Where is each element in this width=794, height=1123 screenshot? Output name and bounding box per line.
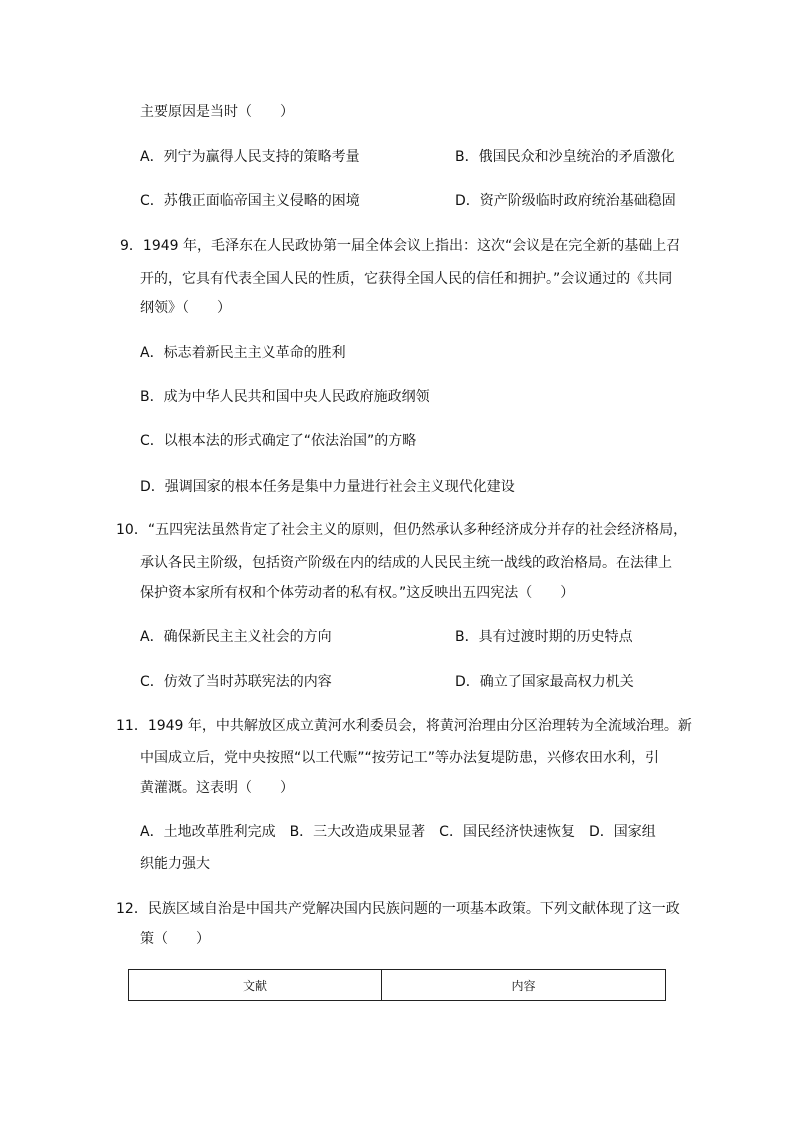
q10-stem-line1: 10．“五四宪法虽然肯定了社会主义的原则，但仍然承认多种经济成分并存的社会经济格局， (116, 522, 688, 538)
q12-stem-line1: 12．民族区域自治是中国共产党解决国内民族问题的一项基本政策。下列文献体现了这一政 (116, 901, 680, 917)
q8-stem-tail: 主要原因是当时（ ） (140, 104, 294, 120)
q8-option-b[interactable]: B．俄国民众和沙皇统治的矛盾激化 (455, 149, 675, 165)
q10-option-d[interactable]: D．确立了国家最高权力机关 (455, 674, 634, 690)
table-header-row (129, 970, 666, 1001)
q11-stem-line3: 黄灌溉。这表明（ ） (140, 780, 294, 796)
q9-stem-line3: 纲领》（ ） (140, 300, 231, 316)
q11-options-line1[interactable]: A．土地改革胜利完成 B．三大改造成果显著 C．国民经济快速恢复 D．国家组 (140, 824, 656, 840)
table-header-document: 文献 (129, 970, 382, 1001)
q9-stem-line2: 开的，它具有代表全国人民的性质，它获得全国人民的信任和拥护。”会议通过的《共同 (140, 271, 673, 287)
q8-option-d[interactable]: D．资产阶级临时政府统治基础稳固 (455, 193, 676, 209)
q11-options-line2[interactable]: 织能力强大 (140, 856, 210, 872)
q10-option-a[interactable]: A．确保新民主主义社会的方向 (140, 629, 332, 645)
q9-option-b[interactable]: B．成为中华人民共和国中央人民政府施政纲领 (140, 389, 430, 405)
q10-option-c[interactable]: C．仿效了当时苏联宪法的内容 (140, 674, 332, 690)
q10-stem-line3: 保护资本家所有权和个体劳动者的私有权。”这反映出五四宪法（ ） (140, 585, 575, 601)
table-header-content: 内容 (382, 970, 666, 1001)
q11-stem-line1: 11．1949 年，中共解放区成立黄河水利委员会，将黄河治理由分区治理转为全流域治理。新 (116, 718, 692, 734)
q11-stem-line2: 中国成立后，党中央按照“以工代赈”“按劳记工”等办法复堤防患，兴修农田水利，引 (140, 750, 660, 766)
q9-option-d[interactable]: D．强调国家的根本任务是集中力量进行社会主义现代化建设 (140, 479, 515, 495)
q8-option-c[interactable]: C．苏俄正面临帝国主义侵略的困境 (140, 193, 360, 209)
q12-documents-table (128, 969, 666, 1001)
q9-stem-line1: 9．1949 年，毛泽东在人民政协第一届全体会议上指出：这次“会议是在完全新的基础上召 (120, 238, 681, 254)
q12-stem-line2: 策（ ） (140, 931, 210, 947)
q9-option-c[interactable]: C．以根本法的形式确定了“依法治国”的方略 (140, 433, 417, 449)
q10-option-b[interactable]: B．具有过渡时期的历史特点 (455, 629, 633, 645)
q10-stem-line2: 承认各民主阶级，包括资产阶级在内的结成的人民民主统一战线的政治格局。在法律上 (140, 555, 672, 571)
q9-option-a[interactable]: A．标志着新民主主义革命的胜利 (140, 345, 346, 361)
q8-option-a[interactable]: A．列宁为赢得人民支持的策略考量 (140, 149, 360, 165)
